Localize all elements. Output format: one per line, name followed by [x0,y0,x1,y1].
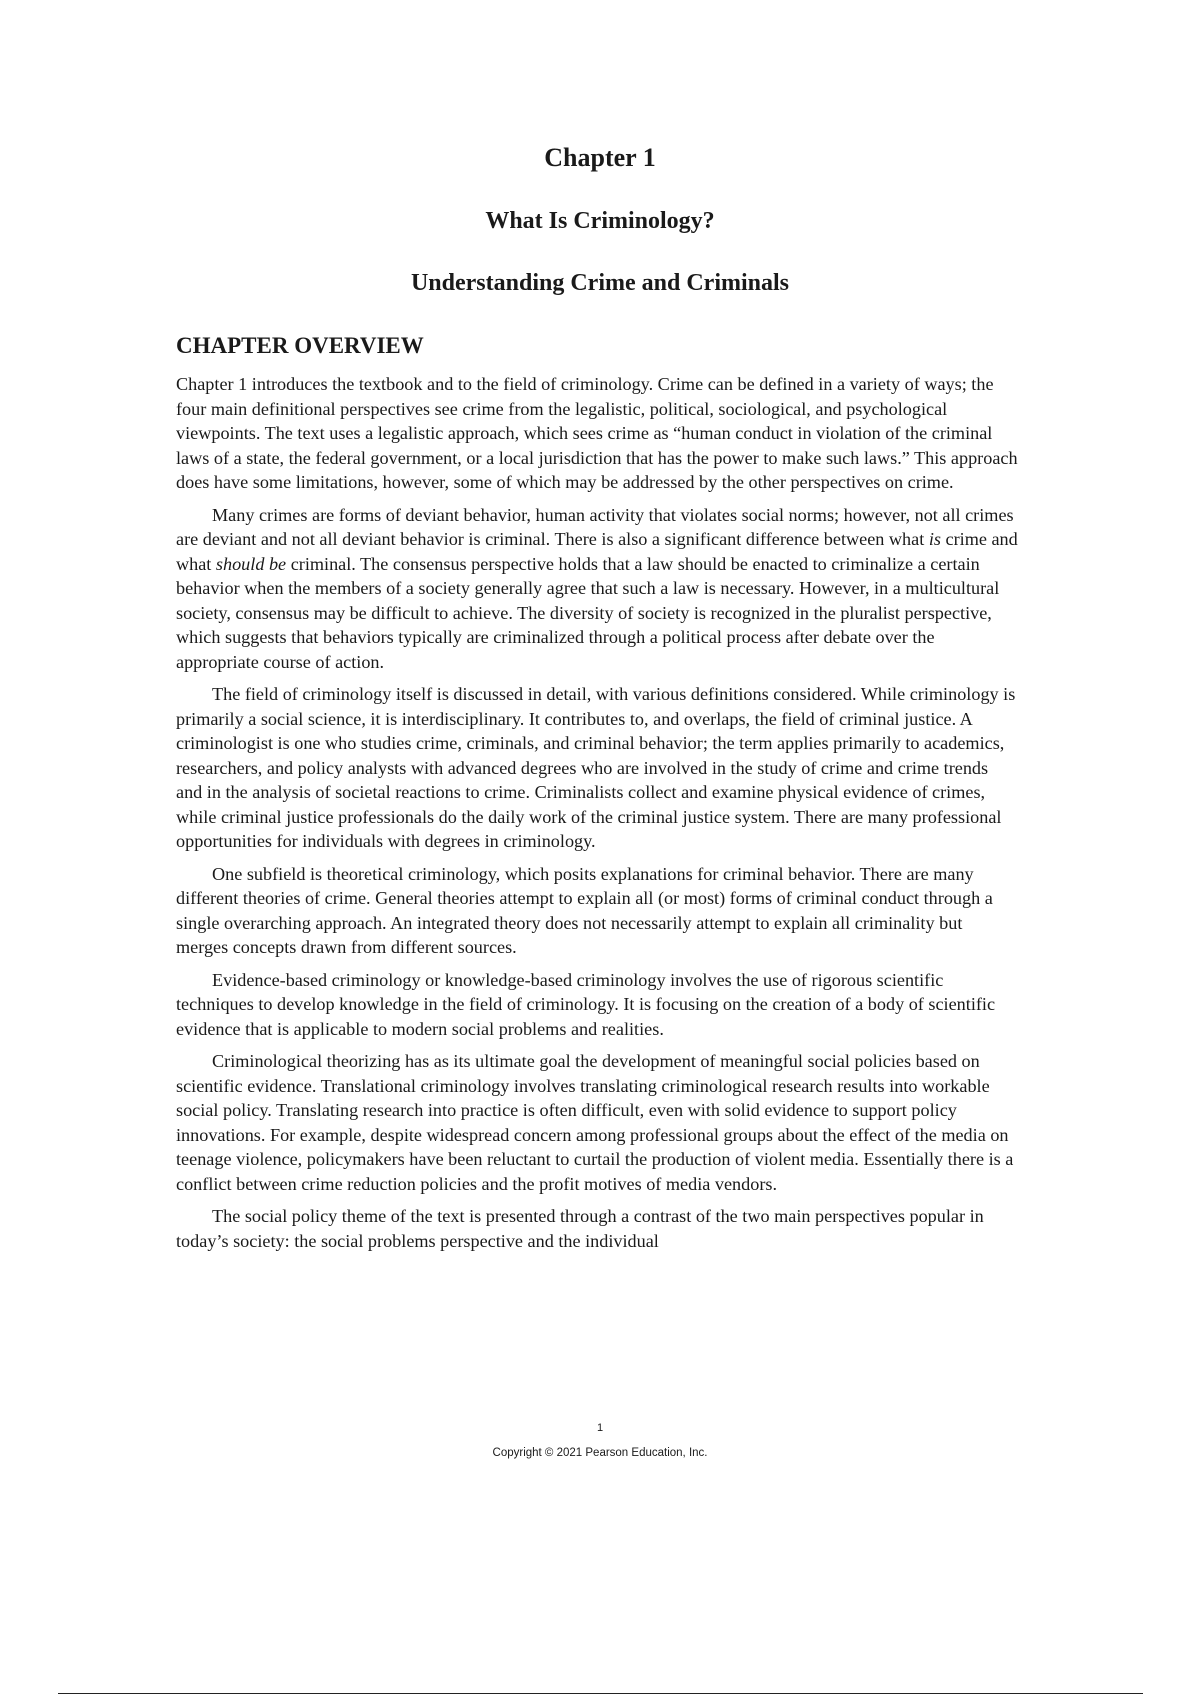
bottom-divider [58,1693,1143,1694]
paragraph-4: One subfield is theoretical criminology, which posits explanations for criminal behavior. There are many different theories of crime. General theories attempt to explain all (or most) forms of criminal conduct through a single overarching approach. An integrated theory does not necessarily attempt to explain all criminality but merges concepts drawn from different sources. [176,863,993,957]
paragraph-2-text-c: criminal. The consensus perspective holds that a law should be enacted to criminalize a certain behavior when the members of a society generally agree that such a law is necessary. However, in a multicultural society, consensus may be difficult to achieve. The diversity of society is recognized in the pluralist perspective, which suggests that behaviors typically are criminalized through a political process after debate over the appropriate course of action. [176,553,1000,672]
paragraph-5: Evidence-based criminology or knowledge-based criminology involves the use of rigorous scientific techniques to develop knowledge in the field of criminology. It is focusing on the creation of a body of scientific evidence that is applicable to modern social problems and realities. [176,969,996,1039]
chapter-overview-body [176,372,1018,1261]
chapter-subtitle: Understanding Crime and Criminals [410,270,790,296]
emphasis-should-be: should be [215,553,287,574]
page-number: 1 [596,1422,604,1434]
copyright-notice: Copyright © 2021 Pearson Education, Inc. [492,1447,708,1459]
paragraph-1: Chapter 1 introduces the textbook and to the field of criminology. Crime can be defined in a variety of ways; the four main definitional perspectives see crime from the legalistic, political, sociological, and psychological viewpoints. The text uses a legalistic approach, which sees crime as “human conduct in violation of the criminal laws of a state, the federal government, or a local jurisdiction that has the power to make such laws.” This approach does have some limitations, however, some of which may be addressed by the other perspectives on crime. [176,374,1018,492]
emphasis-is: is [928,529,941,549]
paragraph-7: The social policy theme of the text is presented through a contrast of the two main perspectives popular in today’s society: the social problems perspective and the individual [176,1206,984,1251]
chapter-number: Chapter 1 [544,143,656,172]
paragraph-2-text-a: Many crimes are forms of deviant behavior, human activity that violates social norms; however, not all crimes are deviant and not all deviant behavior is criminal. There is also a significant difference between what [176,504,1014,549]
paragraph-2 [176,503,1018,675]
paragraph-3: The field of criminology itself is discussed in detail, with various definitions considered. While criminology is primarily a social science, it is interdisciplinary. It contributes to, and overlaps, the field of criminal justice. A criminologist is one who studies crime, criminals, and criminal behavior; the term applies primarily to academics, researchers, and policy analysts with advanced degrees who are involved in the study of crime and crime trends and in the analysis of societal reactions to crime. Criminalists collect and examine physical evidence of crimes, while criminal justice professionals do the daily work of the criminal justice system. There are many professional opportunities for individuals with degrees in criminology. [176,684,1016,851]
chapter-title: What Is Criminology? [485,208,715,234]
paragraph-2-text-b: crime and what [176,529,1018,574]
paragraph-6: Criminological theorizing has as its ultimate goal the development of meaningful social policies based on scientific evidence. Translational criminology involves translating criminological research results into workable social policy. Translating research into practice is often difficult, even with solid evidence to support policy innovations. For example, despite widespread concern among professional groups about the effect of the media on teenage violence, policymakers have been reluctant to curtail the production of violent media. Essentially there is a conflict between crime reduction policies and the profit motives of media vendors. [176,1051,1014,1194]
section-heading: CHAPTER OVERVIEW [176,333,424,358]
